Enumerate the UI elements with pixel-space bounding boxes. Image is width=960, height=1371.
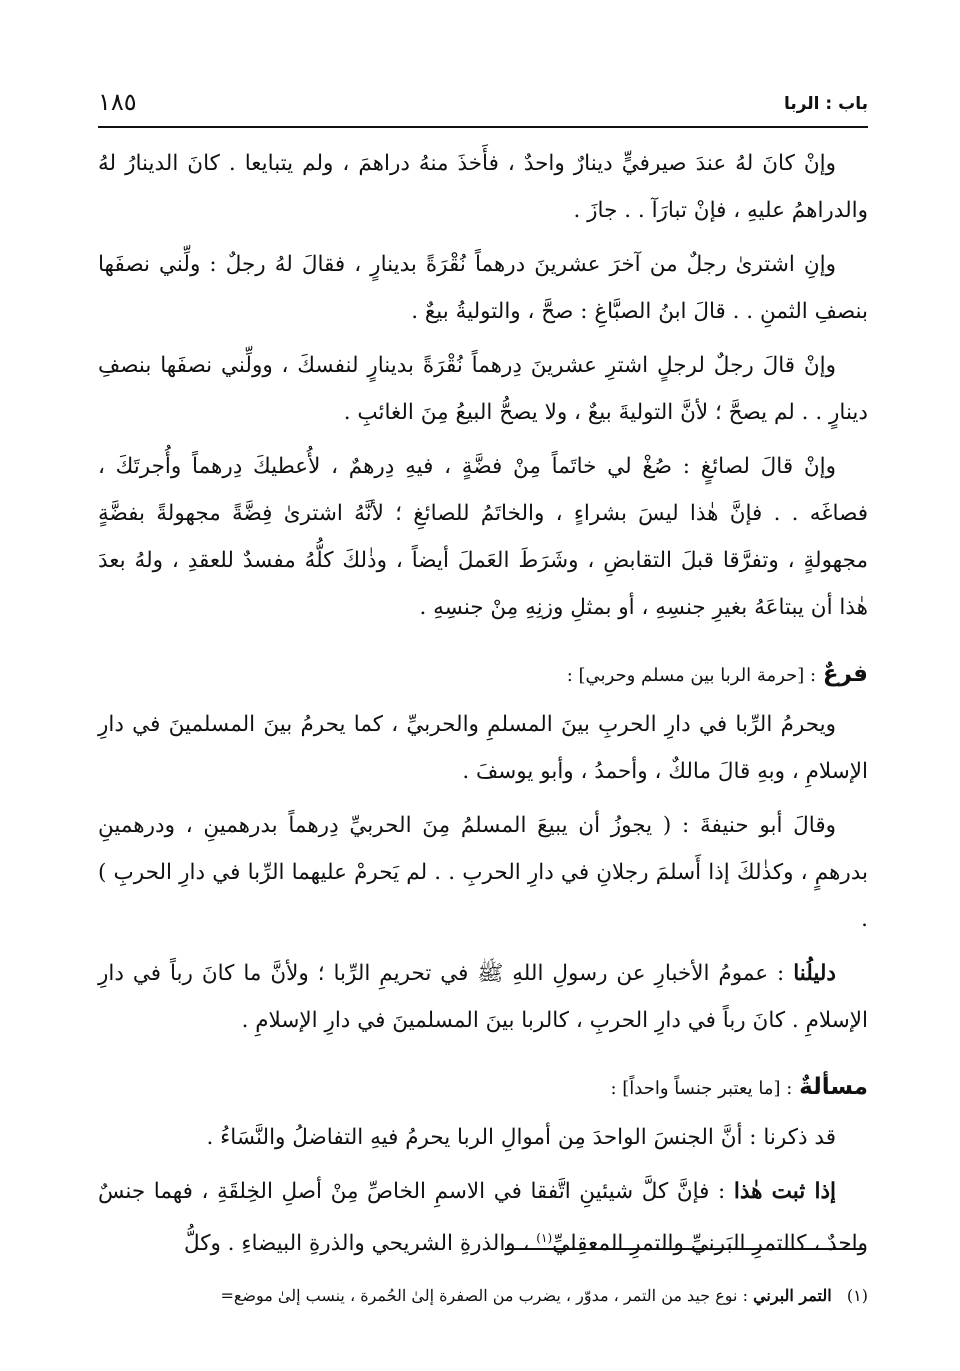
paragraph-evidence — [98, 950, 868, 1044]
paragraph-tawliya-before-purchase: وإنْ قالَ رجلٌ لرجلٍ اشترِ عشرينَ دِرهماً نُقْرَةً بدينارٍ لنفسكَ ، وولِّني نصفَها بنصفِ دينارٍ . . لم يصحَّ ؛ لأنَّ التوليةَ بيعٌ ، ولا يصحُّ البيعُ مِنَ الغائبِ . — [98, 353, 868, 425]
paragraph-text-continued: ، والذرةِ الشريحي والذرةِ البيضاءِ . وكلُّ — [183, 1231, 530, 1257]
footnote-term: التمر البرني — [753, 1286, 832, 1305]
footnote-divider — [505, 1248, 863, 1250]
evidence-text: : عمومُ الأخبارِ عن رسولِ اللهِ ﷺ في تحريمِ الرِّبا ؛ ولأنَّ ما كانَ رباً في دارِ الإسلامِ . كانَ رباً في دارِ الحربِ ، كالربا بينَ المسلمينَ في دارِ الإسلامِ . — [98, 961, 868, 1033]
paragraph-text: : فإنَّ كلَّ شيئينِ اتَّفقا في الاسمِ الخاصِّ مِنْ أصلِ الخِلقَةِ ، فهما جنسٌ واحدٌ ، كالتمرِ البَرنيِّ والتمرِ المعقِليِّ — [98, 1179, 868, 1257]
section-label: فرعٌ — [822, 661, 868, 687]
paragraph-intro: قد ذكرنا : أنَّ الجنسَ الواحدَ مِن أموالِ الربا يحرمُ فيهِ التفاضلُ والنَّسَاءُ . — [206, 1125, 836, 1150]
footnote-reference[interactable]: (١) — [536, 1231, 553, 1245]
main-text — [98, 140, 868, 1274]
page-number: ١٨٥ — [98, 88, 137, 116]
section-heading-masala — [98, 1064, 868, 1112]
page-header — [98, 86, 868, 128]
evidence-lead: دليلُنا — [793, 961, 836, 986]
paragraph-tawliya-after-purchase: وإنِ اشترىٰ رجلٌ من آخرَ عشرينَ درهماً نُقْرَةً بدينارٍ ، فقالَ لهُ رجلٌ : ولِّني نصفَها بنصفِ الثمنِ . . قالَ ابنُ الصبَّاغِ : صحَّ ، والتوليةُ بيعٌ . — [98, 252, 868, 324]
paragraph-goldsmith-ring: وإنْ قالَ لصائغٍ : صُغْ لي خاتَماً مِنْ فضَّةٍ ، فيهِ دِرهمٌ ، لأُعطيكَ دِرهماً وأُجرتَكَ ، فصاغَه . . فإنَّ هٰذا ليسَ بشراءٍ ، والخاتَمُ للصائغِ ؛ لأنَّهُ اشترىٰ فِضَّةً مجهولةً بفضَّةٍ مجهولةٍ ، وتفرَّقا قبلَ التقابضِ ، وشَرَطَ العَملَ أيضاً ، وذٰلكَ كلُّهُ مفسدٌ للعقدِ ، ولهُ بعدَ هٰذا أن يبتاعَهُ بغيرِ جنسِهِ ، أو بمثلِ وزنِهِ مِنْ جنسِهِ . — [98, 454, 868, 620]
section-subtitle: : [حرمة الربا بين مسلم وحربي] : — [566, 665, 817, 686]
running-title: باب : الربا — [783, 94, 868, 114]
paragraph-lead: إذا ثبت هٰذا — [733, 1179, 836, 1204]
footnote-number: (١) — [846, 1286, 868, 1305]
paragraph-riba-in-dar-al-harb: ويحرمُ الرِّبا في دارِ الحربِ بينَ المسلمِ والحربيِّ ، كما يحرمُ بينَ المسلمينَ في دارِ الإسلامِ ، وبهِ قالَ مالكٌ ، وأحمدُ ، وأبو يوسفَ . — [98, 712, 868, 784]
paragraph-abu-hanifa-view: وقالَ أبو حنيفةَ : ( يجوزُ أن يبيعَ المسلمُ مِنَ الحربيِّ دِرهماً بدرهمينِ ، ودرهمينِ بدرهمٍ ، وكذٰلكَ إذا أَسلمَ رجلانِ في دارِ الحربِ . . لم يَحرمْ عليهما الرِّبا في دارِ الحربِ ) . — [98, 813, 868, 932]
footnote-text: : نوع جيد من التمر ، مدوّر ، يضرب من الصفرة إلىٰ الحُمرة ، ينسب إلىٰ موضع= — [220, 1286, 748, 1305]
section-subtitle: : [ما يعتبر جنساً واحداً] : — [610, 1078, 793, 1099]
paragraph-exchange-with-moneychanger: وإنْ كانَ لهُ عندَ صيرفيٍّ دينارٌ واحدٌ ، فأَخذَ منهُ دراهمَ ، ولم يتبايعا . كانَ الدينارُ لهُ والدراهمُ عليهِ ، فإنْ تبارَآ . . جازَ . — [98, 151, 868, 223]
paragraph-same-genus — [98, 1168, 868, 1267]
section-heading-far — [98, 651, 868, 699]
footnote — [80, 1283, 868, 1309]
section-label: مسألةٌ — [799, 1074, 868, 1100]
